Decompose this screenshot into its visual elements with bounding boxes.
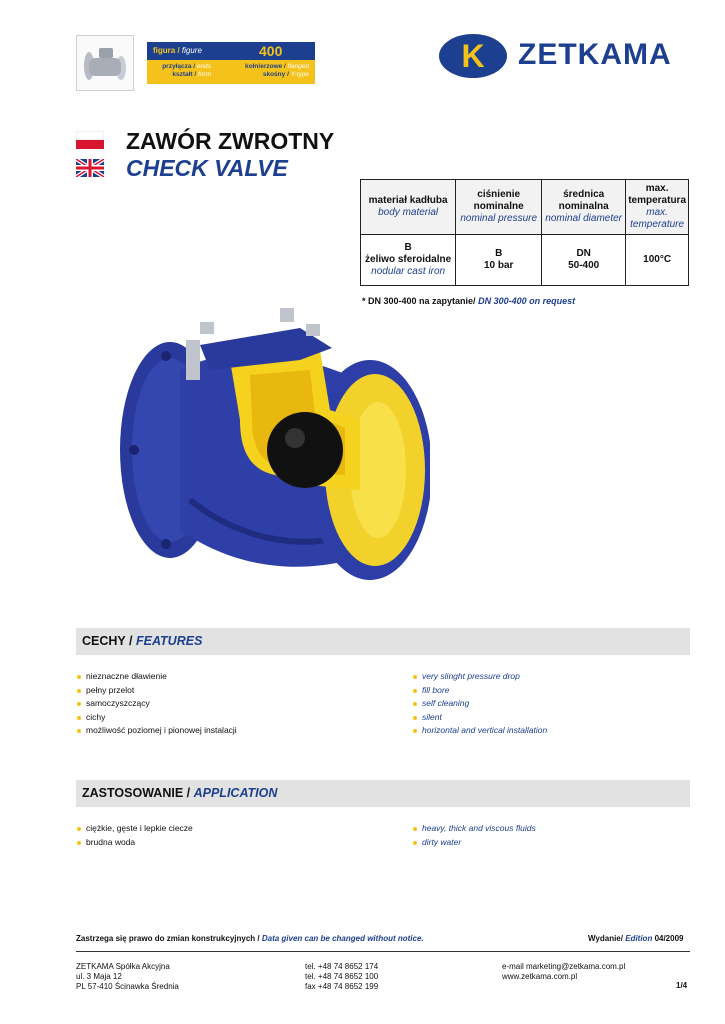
company-address: [76, 962, 179, 992]
title-polish: ZAWÓR ZWROTNY: [126, 128, 335, 154]
phone-1: tel. +48 74 8652 174: [305, 962, 379, 971]
title-english: CHECK VALVE: [126, 155, 288, 181]
application-list-en: [412, 822, 536, 849]
cell-diameter: DN 50-400: [542, 235, 626, 286]
figure-label: figura / figure: [153, 46, 202, 55]
flanged-ytype-values: kołnierzowe / flanged skośny / Y-type: [245, 63, 309, 78]
list-item: brudna woda: [76, 836, 193, 850]
list-item: heavy, thick and viscous fluids: [412, 822, 536, 836]
figure-info-box: [147, 42, 315, 84]
list-item: samoczyszczący: [76, 697, 237, 711]
header-temperature: max. temperatura max. temperature: [626, 180, 689, 235]
zetkama-logo: [438, 33, 508, 84]
product-thumbnail: [76, 35, 134, 91]
features-list-pl: [76, 670, 237, 738]
valve-cutaway-illustration: [100, 300, 430, 605]
features-list-en: [412, 670, 547, 738]
brand-name: ZETKAMA: [518, 38, 672, 71]
company-name: ZETKAMA Spółka Akcyjna: [76, 962, 170, 971]
list-item: very slinght pressure drop: [412, 670, 547, 684]
spec-header-row: [361, 180, 689, 235]
application-title: ZASTOSOWANIE / APPLICATION: [82, 786, 278, 800]
edition-info: Wydanie/ Edition 04/2009: [588, 934, 684, 943]
uk-flag-icon: [76, 159, 104, 177]
spec-table: [360, 179, 689, 286]
logo-emblem-icon: [438, 33, 508, 79]
email-link[interactable]: e-mail marketing@zetkama.com.pl: [502, 962, 626, 971]
list-item: fill bore: [412, 684, 547, 698]
company-phones: [305, 962, 378, 992]
list-item: horizontal and vertical installation: [412, 724, 547, 738]
list-item: self cleaning: [412, 697, 547, 711]
header-pressure: ciśnienie nominalne nominal pressure: [456, 180, 542, 235]
list-item: pełny przelot: [76, 684, 237, 698]
phone-2: tel. +48 74 8652 100: [305, 972, 379, 981]
ends-form-labels: przyłącza / ends kształt / form: [162, 63, 211, 78]
change-notice: Zastrzega się prawo do zmian konstrukcyjnych / Data given can be changed without notice.: [76, 934, 424, 943]
city: PL 57-410 Ścinawka Średnia: [76, 982, 179, 991]
list-item: cichy: [76, 711, 237, 725]
list-item: ciężkie, gęste i lepkie ciecze: [76, 822, 193, 836]
fax: fax +48 74 8652 199: [305, 982, 379, 991]
cell-pressure: B 10 bar: [456, 235, 542, 286]
footer-divider: [76, 951, 690, 952]
website-link[interactable]: www.zetkama.com.pl: [502, 972, 578, 981]
list-item: możliwość poziomej i pionowej instalacji: [76, 724, 237, 738]
header-diameter: średnica nominalna nominal diameter: [542, 180, 626, 235]
page-number: 1/4: [676, 981, 688, 990]
list-item: nieznaczne dławienie: [76, 670, 237, 684]
street: ul. 3 Maja 12: [76, 972, 122, 981]
features-title: CECHY / FEATURES: [82, 634, 203, 648]
figure-number: 400: [259, 43, 283, 59]
header-material: materiał kadłuba body material: [361, 180, 456, 235]
features-header: [76, 628, 690, 655]
spec-data-row: [361, 235, 689, 286]
check-valve-image: [100, 300, 430, 605]
cell-temperature: 100°C: [626, 235, 689, 286]
polish-flag-icon: [76, 131, 104, 149]
list-item: dirty water: [412, 836, 536, 850]
request-note: * DN 300-400 na zapytanie/ DN 300-400 on request: [362, 296, 576, 306]
application-list-pl: [76, 822, 193, 849]
logo-letter: K: [461, 38, 485, 74]
company-contact: [502, 962, 625, 982]
valve-thumbnail-image: [77, 36, 133, 90]
application-header: [76, 780, 690, 807]
list-item: silent: [412, 711, 547, 725]
cell-material: B żeliwo sferoidalne nodular cast iron: [361, 235, 456, 286]
